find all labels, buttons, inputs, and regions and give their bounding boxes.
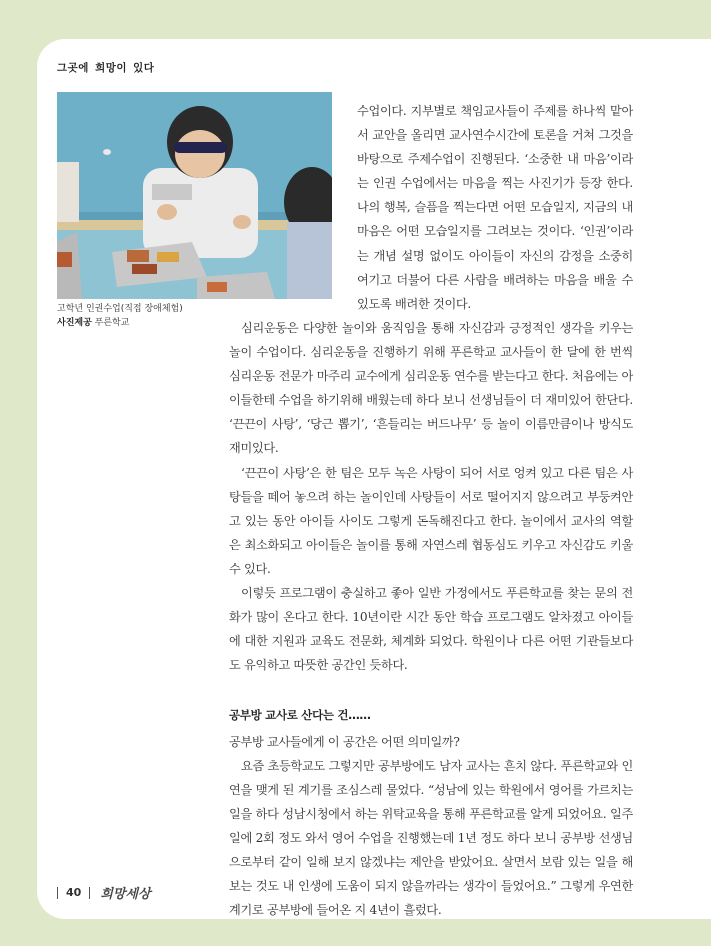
caption-title: 고학년 인권수업(직접 장애체험) [57,304,183,314]
article-photo [57,92,332,299]
article-paragraph: 심리운동은 다양한 놀이와 움직임을 통해 자신감과 긍정적인 생각을 키우는 놀이 수업이다. 심리운동을 진행하기 위해 푸른학교 교사들이 한 달에 한 번씩 심리운동 전문가 마주리 교수에게 심리운동 연수를 받는다고 한다. 처음에는 아이들한테 수업을 하기위해 배웠는데 하다 보니 선생님들이 더 재미있어 한단다. ‘끈끈이 사탕’, ‘당근 뽑기’, ‘흔들리는 버드나무’ 등 놀이 이름만큼이나 방식도 재미있다. [229,321,633,456]
article-paragraph: ‘끈끈이 사탕’은 한 팀은 모두 녹은 사탕이 되어 서로 엉켜 있고 다른 팀은 사탕들을 떼어 놓으려 하는 놀이인데 사탕들이 서로 떨어지지 않으려고 부둥켜안고 있는 동안 아이들 사이도 그렇게 돈독해진다고 한다. 놀이에서 교사의 역할은 최소화되고 아이들은 놀이를 통해 자연스레 협동심도 키우고 자신감도 키울 수 있다. [229,465,633,576]
credit-label: 사진제공 [57,318,92,328]
article-paragraph: 이렇듯 프로그램이 충실하고 좋아 일반 가정에서도 푸른학교를 찾는 문의 전화가 많이 온다고 한다. 10년이란 시간 동안 학습 프로그램도 알차졌고 아이들에 대한 지원과 교육도 전문화, 체계화 되었다. 학원이나 다른 어떤 기관들보다도 유익하고 따뜻한 공간인 듯하다. [229,586,633,673]
article-top-column [357,99,633,316]
article-paragraph: 수업이다. 지부별로 책임교사들이 주제를 하나씩 맡아서 교안을 올리면 교사연수시간에 토론을 거쳐 그것을 바탕으로 주제수업이 진행된다. ‘소중한 내 마음’이라는 인권 수업에서는 마음을 찍는 사진기가 등장 한다. 나의 행복, 슬픔을 찍는다면 어떤 모습일지, 지금의 내 마음은 어떤 모습일지를 그려보는 것이다. ‘인권’이라는 개념 설명 없이도 아이들이 자신의 감정을 소중히 여기고 더불어 다른 사람을 배려하는 마음을 배울 수 있도록 배려한 것이다. [357,104,633,311]
credit-value: 푸른학교 [94,318,130,328]
magazine-logo: 희망세상 [100,887,151,902]
section-label: 그곳에 희망이 있다 [57,62,155,74]
article-main-column [229,316,633,922]
article-paragraph: 요즘 초등학교도 그렇지만 공부방에도 남자 교사는 흔치 않다. 푸른학교와 인연을 맺게 된 계기를 조심스레 물었다. “성남에 있는 학원에서 영어를 가르치는 일을 하다 성남시청에서 하는 위탁교육을 통해 푸른학교를 알게 되었어요. 일주일에 2회 정도 와서 영어 수업을 진행했는데 1년 정도 하다 보니 공부방 선생님으로부터 같이 일해 보지 않겠냐는 제안을 받았어요. 살면서 보람 있는 일을 해보는 것도 내 인생에 도움이 되지 않을까라는 생각이 들었어요.” 그렇게 우연한 계기로 공부방에 들어온 지 4년이 흘렀다. [229,758,633,918]
article-subheading: 공부방 교사로 산다는 건…… [229,708,371,723]
photo-caption [57,302,183,330]
footer-divider [89,887,90,899]
article-paragraph: 공부방 교사들에게 이 공간은 어떤 의미일까? [229,734,460,749]
page-number: 40 [66,886,82,899]
classroom-photo [57,92,332,299]
footer-divider [57,887,58,899]
caption-credit [57,316,183,330]
page-footer [57,883,151,902]
